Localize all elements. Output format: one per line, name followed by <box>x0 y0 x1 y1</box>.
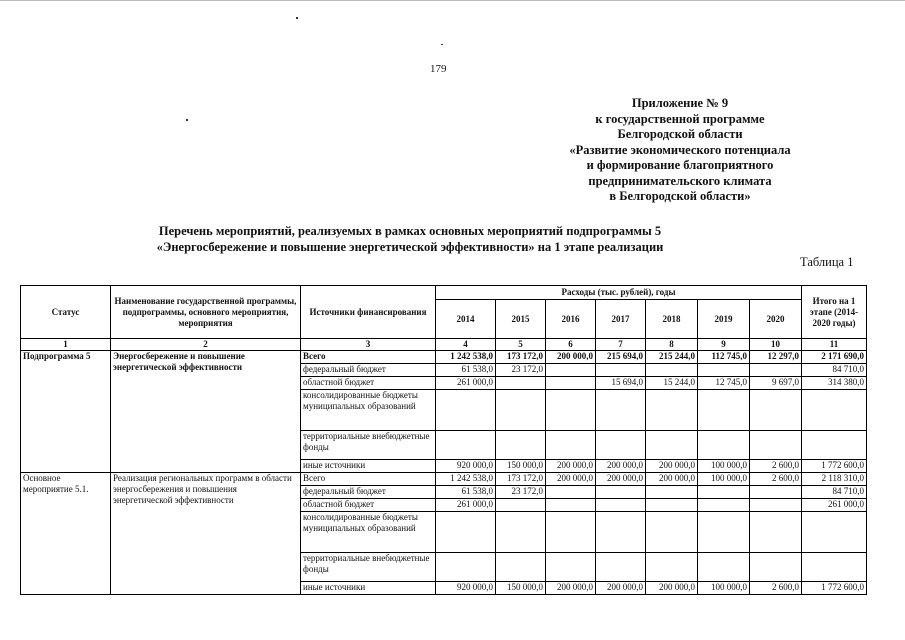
value-cell <box>546 512 596 553</box>
value-cell: 61 538,0 <box>436 364 496 377</box>
value-cell: 200 000,0 <box>546 351 596 364</box>
value-cell <box>698 486 750 499</box>
value-cell: 15 694,0 <box>596 377 646 390</box>
value-cell <box>646 499 698 512</box>
value-cell <box>436 390 496 431</box>
source-cell: иные источники <box>301 460 436 473</box>
value-cell: 200 000,0 <box>546 473 596 486</box>
total-cell: 2 171 690,0 <box>802 351 867 364</box>
total-cell: 1 772 600,0 <box>802 582 867 595</box>
value-cell <box>698 512 750 553</box>
scan-speck <box>296 17 298 19</box>
value-cell <box>596 390 646 431</box>
total-cell: 2 118 310,0 <box>802 473 867 486</box>
value-cell: 200 000,0 <box>546 460 596 473</box>
value-cell <box>546 377 596 390</box>
value-cell <box>546 553 596 582</box>
row-status: Основное мероприятие 5.1. <box>21 473 111 595</box>
value-cell <box>546 431 596 460</box>
value-cell <box>436 512 496 553</box>
column-index: 8 <box>646 339 698 351</box>
header-year: 2015 <box>496 300 546 339</box>
total-cell: 84 710,0 <box>802 364 867 377</box>
source-cell: Всего <box>301 473 436 486</box>
total-cell <box>802 512 867 553</box>
source-cell: консолидированные бюджеты муниципальных образований <box>301 512 436 553</box>
header-status: Статус <box>21 286 111 339</box>
value-cell: 200 000,0 <box>596 460 646 473</box>
value-cell <box>496 553 546 582</box>
column-index: 4 <box>436 339 496 351</box>
appendix-heading <box>560 96 800 205</box>
value-cell: 2 600,0 <box>750 473 802 486</box>
value-cell <box>750 431 802 460</box>
value-cell <box>698 390 750 431</box>
expenses-table <box>20 285 867 595</box>
value-cell <box>750 512 802 553</box>
value-cell: 200 000,0 <box>546 582 596 595</box>
value-cell: 2 600,0 <box>750 460 802 473</box>
source-cell: иные источники <box>301 582 436 595</box>
value-cell: 112 745,0 <box>698 351 750 364</box>
total-cell: 261 000,0 <box>802 499 867 512</box>
value-cell <box>546 486 596 499</box>
scan-speck <box>186 119 188 121</box>
value-cell <box>646 431 698 460</box>
column-index: 10 <box>750 339 802 351</box>
column-index: 6 <box>546 339 596 351</box>
value-cell <box>546 364 596 377</box>
header-total: Итого на 1 этапе (2014-2020 годы) <box>802 286 867 339</box>
total-cell <box>802 553 867 582</box>
value-cell <box>750 499 802 512</box>
appendix-line: в Белгородской области» <box>609 189 751 203</box>
value-cell: 1 242 538,0 <box>436 351 496 364</box>
value-cell <box>496 499 546 512</box>
header-name: Наименование государственной программы, подпрограммы, основного мероприятия, мероприятия <box>111 286 301 339</box>
total-cell: 1 772 600,0 <box>802 460 867 473</box>
value-cell: 12 297,0 <box>750 351 802 364</box>
value-cell: 1 242 538,0 <box>436 473 496 486</box>
value-cell <box>698 499 750 512</box>
value-cell <box>750 553 802 582</box>
value-cell: 23 172,0 <box>496 364 546 377</box>
appendix-line: Приложение № 9 <box>631 96 729 110</box>
appendix-line: предпринимательского климата <box>588 173 772 188</box>
value-cell <box>546 499 596 512</box>
value-cell <box>496 377 546 390</box>
source-cell: областной бюджет <box>301 377 436 390</box>
value-cell: 173 172,0 <box>496 351 546 364</box>
total-cell: 314 380,0 <box>802 377 867 390</box>
row-name: Реализация региональных программ в области энергосбережения и повышения энергетической эффективности <box>111 473 301 595</box>
value-cell <box>436 553 496 582</box>
value-cell: 2 600,0 <box>750 582 802 595</box>
value-cell: 150 000,0 <box>496 582 546 595</box>
value-cell <box>646 512 698 553</box>
page-number: 179 <box>430 63 447 75</box>
appendix-line: к государственной программе <box>595 111 765 126</box>
source-cell: областной бюджет <box>301 499 436 512</box>
value-cell <box>436 431 496 460</box>
header-year: 2016 <box>546 300 596 339</box>
column-index: 2 <box>111 339 301 351</box>
title-line: Перечень мероприятий, реализуемых в рамках основных мероприятий подпрограммы 5 <box>158 224 662 238</box>
source-cell: федеральный бюджет <box>301 486 436 499</box>
total-cell <box>802 390 867 431</box>
value-cell: 200 000,0 <box>646 473 698 486</box>
value-cell: 15 244,0 <box>646 377 698 390</box>
appendix-line: «Развитие экономического потенциала <box>569 142 791 157</box>
value-cell <box>698 431 750 460</box>
value-cell <box>496 390 546 431</box>
value-cell <box>496 512 546 553</box>
document-title <box>120 223 700 255</box>
value-cell: 200 000,0 <box>596 582 646 595</box>
header-source: Источники финансирования <box>301 286 436 339</box>
value-cell: 150 000,0 <box>496 460 546 473</box>
total-cell: 84 710,0 <box>802 486 867 499</box>
value-cell: 261 000,0 <box>436 499 496 512</box>
value-cell: 12 745,0 <box>698 377 750 390</box>
value-cell: 9 697,0 <box>750 377 802 390</box>
scan-speck <box>441 44 443 45</box>
value-cell: 61 538,0 <box>436 486 496 499</box>
value-cell <box>596 553 646 582</box>
value-cell <box>496 431 546 460</box>
value-cell: 920 000,0 <box>436 460 496 473</box>
value-cell: 920 000,0 <box>436 582 496 595</box>
value-cell <box>646 553 698 582</box>
scan-edge <box>0 0 905 1</box>
header-year: 2017 <box>596 300 646 339</box>
value-cell <box>750 364 802 377</box>
source-cell: федеральный бюджет <box>301 364 436 377</box>
appendix-line: и формирование благоприятного <box>586 158 774 172</box>
total-cell <box>802 431 867 460</box>
value-cell <box>646 390 698 431</box>
value-cell <box>596 512 646 553</box>
column-index: 7 <box>596 339 646 351</box>
source-cell: Всего <box>301 351 436 364</box>
column-index: 3 <box>301 339 436 351</box>
value-cell: 200 000,0 <box>596 473 646 486</box>
value-cell: 200 000,0 <box>646 582 698 595</box>
table-label: Таблица 1 <box>800 255 854 269</box>
column-index: 5 <box>496 339 546 351</box>
source-cell: территориальные внебюджетные фонды <box>301 553 436 582</box>
header-year: 2020 <box>750 300 802 339</box>
source-cell: территориальные внебюджетные фонды <box>301 431 436 460</box>
title-line: «Энергосбережение и повышение энергетической эффективности» на 1 этапе реализации <box>156 240 664 254</box>
value-cell <box>646 486 698 499</box>
value-cell <box>698 364 750 377</box>
value-cell <box>596 431 646 460</box>
value-cell: 200 000,0 <box>646 460 698 473</box>
value-cell <box>646 364 698 377</box>
value-cell <box>596 499 646 512</box>
value-cell: 100 000,0 <box>698 582 750 595</box>
source-cell: консолидированные бюджеты муниципальных образований <box>301 390 436 431</box>
value-cell: 215 694,0 <box>596 351 646 364</box>
value-cell <box>546 390 596 431</box>
value-cell <box>750 390 802 431</box>
value-cell <box>596 486 646 499</box>
value-cell: 100 000,0 <box>698 460 750 473</box>
value-cell <box>698 553 750 582</box>
value-cell: 261 000,0 <box>436 377 496 390</box>
value-cell <box>596 364 646 377</box>
appendix-line: Белгородской области <box>617 127 743 141</box>
header-year: 2014 <box>436 300 496 339</box>
column-index: 11 <box>802 339 867 351</box>
column-index: 1 <box>21 339 111 351</box>
header-expenses: Расходы (тыс. рублей), годы <box>436 286 802 300</box>
value-cell: 23 172,0 <box>496 486 546 499</box>
row-status: Подпрограмма 5 <box>21 351 111 473</box>
value-cell: 215 244,0 <box>646 351 698 364</box>
value-cell <box>750 486 802 499</box>
header-year: 2018 <box>646 300 698 339</box>
row-name: Энергосбережение и повышение энергетической эффективности <box>111 351 301 473</box>
value-cell: 100 000,0 <box>698 473 750 486</box>
value-cell: 173 172,0 <box>496 473 546 486</box>
header-year: 2019 <box>698 300 750 339</box>
column-index: 9 <box>698 339 750 351</box>
